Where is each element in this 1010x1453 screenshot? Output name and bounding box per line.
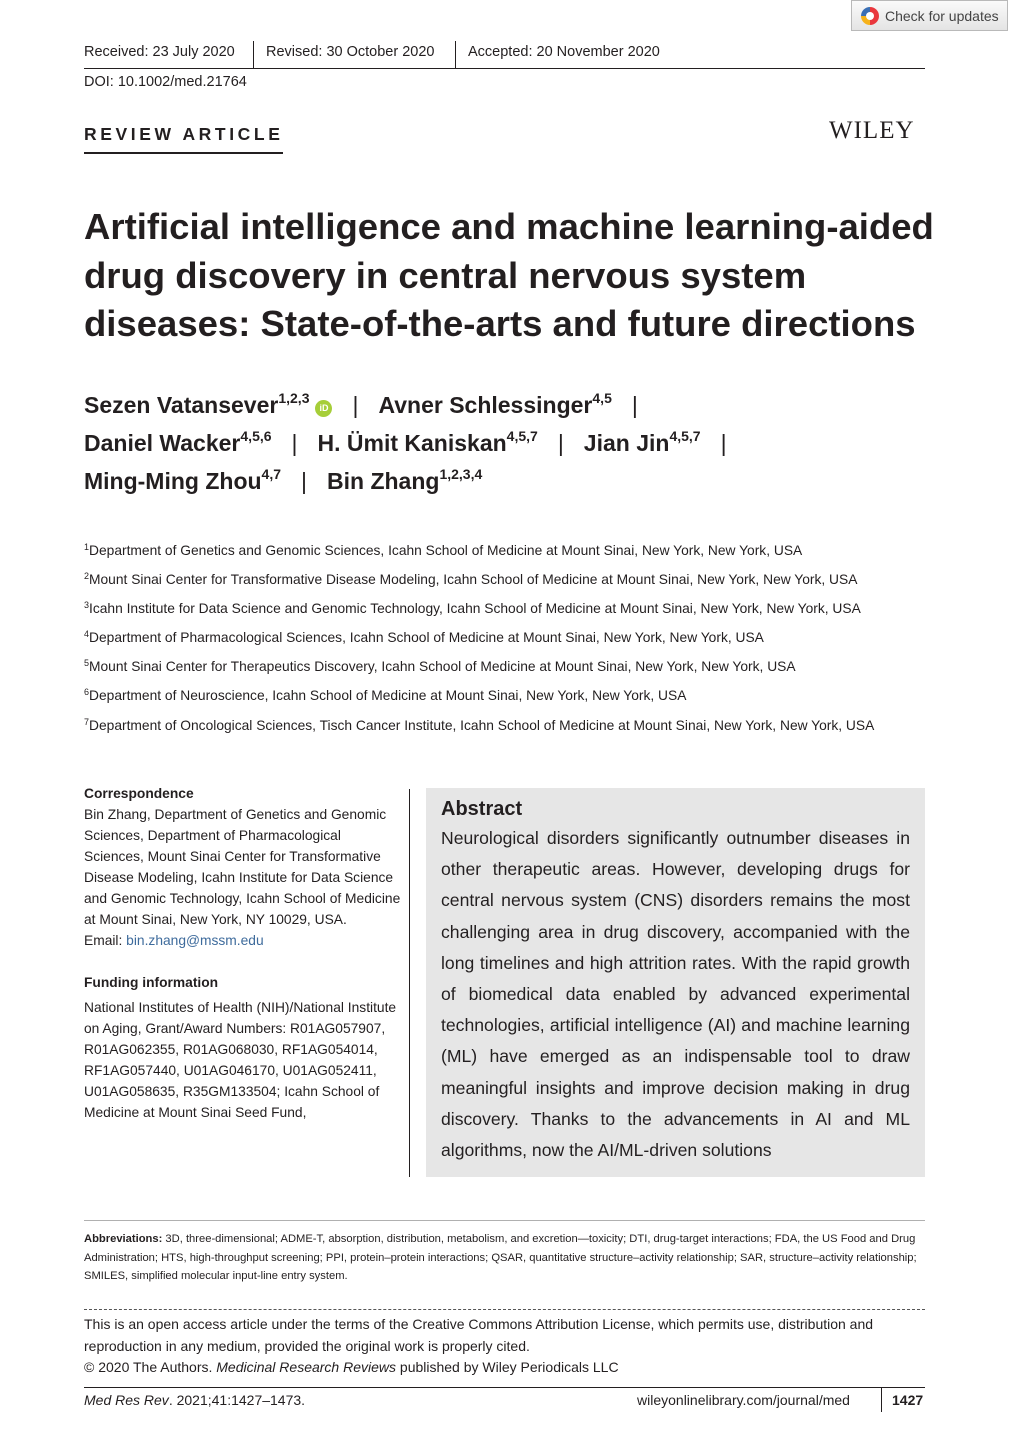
column-divider	[409, 789, 410, 1177]
author-name: Daniel Wacker	[84, 430, 241, 456]
doi[interactable]: DOI: 10.1002/med.21764	[84, 74, 247, 90]
author-line-3	[84, 468, 482, 495]
received-date: Received: 23 July 2020	[84, 44, 235, 60]
correspondence-heading: Correspondence	[84, 786, 194, 801]
crossmark-icon	[861, 7, 879, 25]
affiliation: $^6$Department of Neuroscience, Icahn School of Medicine at Mount Sinai, New York, New York, USA	[84, 687, 687, 703]
affiliation: $^1$Department of Genetics and Genomic Sciences, Icahn School of Medicine at Mount Sinai, New York, New York, USA	[84, 542, 803, 558]
author-name: Jian Jin	[583, 430, 670, 456]
affiliation: $^5$Mount Sinai Center for Therapeutics Discovery, Icahn School of Medicine at Mount Sinai, New York, New York, USA	[84, 658, 796, 674]
orcid-icon[interactable]: iD	[315, 400, 332, 417]
accepted-date: Accepted: 20 November 2020	[468, 44, 660, 60]
author-name: Avner Schlessinger	[378, 392, 593, 418]
license-rule	[84, 1309, 925, 1310]
header-rule	[84, 68, 925, 69]
author-separator: |	[557, 430, 564, 456]
correspondence-column	[84, 783, 402, 1123]
page-number: 1427	[892, 1392, 924, 1408]
author-affiliation: 4,7	[261, 466, 282, 482]
abbreviations-rule	[84, 1220, 925, 1221]
abstract-text: Neurological disorders significantly outnumber diseases in other therapeutic areas. However, developing drugs for central nervous system (CNS) disorders remains the most challenging area in drug discovery, accompanied with the long timelines and high attrition rates. With the rapid growth of biomedical data enabled by advanced experimental technologies, artificial intelligence (AI) and machine learning (ML) have emerged as an indispensable tool to draw meaningful insights and improve decision making in drug discovery. Thanks to the advancements in AI and ML algorithms, now the AI/ML-driven solutions	[441, 828, 910, 1161]
journal-url-link[interactable]: wileyonlinelibrary.com/journal/med	[637, 1392, 850, 1408]
affiliation: $^7$Department of Oncological Sciences, Tisch Cancer Institute, Icahn School of Medicine at Mount Sinai, New York, New York, USA	[84, 717, 875, 733]
affiliation: $^4$Department of Pharmacological Sciences, Icahn School of Medicine at Mount Sinai, New York, New York, USA	[84, 629, 764, 645]
license-block	[84, 1314, 925, 1379]
affiliation: $^3$Icahn Institute for Data Science and Genomic Technology, Icahn School of Medicine at Mount Sinai, New York, New York, USA	[84, 600, 861, 616]
copyright-line: © 2020 The Authors. Medicinal Research Reviews published by Wiley Periodicals LLC	[84, 1359, 619, 1375]
correspondence-email-line: Email: bin.zhang@mssm.edu	[84, 933, 264, 948]
author-name: Sezen Vatansever	[84, 392, 279, 418]
footer-divider	[881, 1388, 882, 1412]
author-line-1	[84, 392, 658, 419]
funding-text: National Institutes of Health (NIH)/National Institute on Aging, Grant/Award Numbers: R01AG057907, R01AG062355, R01AG068030, RF1AG054014, RF1AG057440, U01AG046170, U01AG052411, U01AG058635, R35GM133504; Icahn School of Medicine at Mount Sinai Seed Fund,	[84, 1000, 397, 1120]
author-affiliation: 4,5	[592, 390, 612, 406]
abbreviations: Abbreviations: 3D, three-dimensional; ADME-T, absorption, distribution, metabolism, and excretion—toxicity; DTI, drug-target interactions; FDA, the US Food and Drug Administration; HTS, high-throughput screening; PPI, protein–protein interactions; QSAR, quantitative structure–activity relationship; SAR, structure–activity relationship; SMILES, simplified molecular input-line entry system.	[84, 1233, 917, 1282]
author-affiliation: 1,2,3	[278, 390, 310, 406]
header-divider	[253, 41, 254, 68]
article-type: REVIEW ARTICLE	[84, 124, 283, 154]
author-separator: |	[352, 392, 359, 418]
check-for-updates-label: Check for updates	[885, 7, 999, 24]
author-name: Ming-Ming Zhou	[84, 468, 262, 494]
footer-citation: Med Res Rev. 2021;41:1427–1473.	[84, 1392, 306, 1408]
abstract-heading: Abstract	[441, 798, 523, 820]
check-for-updates-button[interactable]	[851, 0, 1008, 31]
author-separator: |	[291, 430, 298, 456]
author-affiliation: 4,5,7	[669, 428, 701, 444]
publisher-logo: WILEY	[829, 117, 915, 144]
author-separator: |	[301, 468, 307, 494]
author-separator: |	[720, 430, 727, 456]
footer-rule	[84, 1387, 925, 1388]
author-affiliation: 1,2,3,4	[439, 466, 483, 482]
author-affiliation: 4,5,7	[506, 428, 538, 444]
license-text: This is an open access article under the terms of the Creative Commons Attribution License, which permits use, distribution and reproduction in any medium, provided the original work is properly cited.	[84, 1316, 874, 1354]
author-name: Bin Zhang	[327, 468, 440, 494]
author-affiliation: 4,5,6	[240, 428, 272, 444]
email-link[interactable]: bin.zhang@mssm.edu	[126, 933, 264, 948]
funding-heading: Funding information	[84, 975, 219, 990]
author-name: H. Ümit Kaniskan	[317, 430, 507, 456]
affiliation: $^2$Mount Sinai Center for Transformative Disease Modeling, Icahn School of Medicine at Mount Sinai, New York, New York, USA	[84, 571, 858, 587]
abstract-box	[426, 788, 925, 1177]
author-line-2	[84, 430, 747, 457]
header-divider	[455, 41, 456, 68]
author-separator: |	[631, 392, 638, 418]
revised-date: Revised: 30 October 2020	[266, 44, 435, 60]
article-title: Artificial intelligence and machine learning-aided drug discovery in central nervous system diseases: State-of-the-arts and future directions	[84, 206, 934, 344]
correspondence-text: Bin Zhang, Department of Genetics and Genomic Sciences, Department of Pharmacological Sciences, Mount Sinai Center for Transformative Disease Modeling, Icahn Institute for Data Science and Genomic Technology, Icahn School of Medicine at Mount Sinai, New York, NY 10029, USA.	[84, 807, 401, 927]
